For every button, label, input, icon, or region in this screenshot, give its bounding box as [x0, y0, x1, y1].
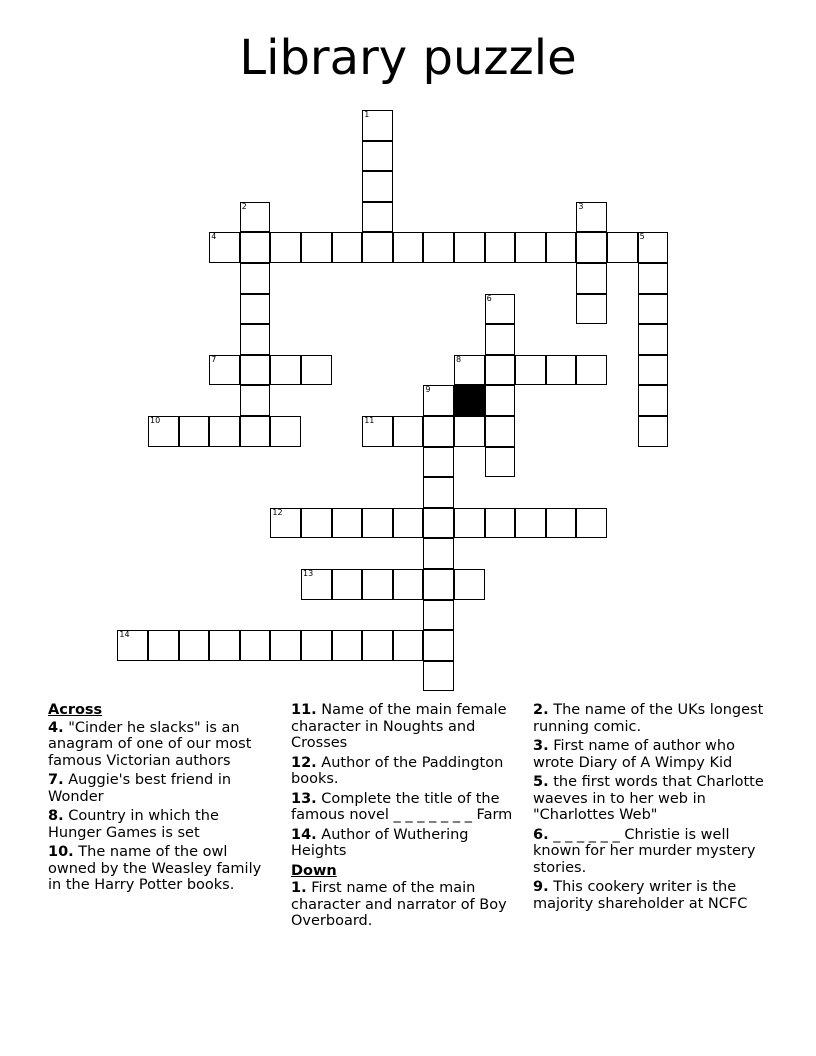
clue-number: 13 — [303, 569, 314, 578]
grid-cell[interactable] — [270, 355, 301, 386]
grid-block — [454, 385, 485, 416]
grid-cell[interactable] — [332, 508, 363, 539]
clue-number: 5 — [639, 232, 645, 242]
grid-cell[interactable] — [393, 630, 424, 661]
grid-cell[interactable] — [546, 232, 577, 263]
down-clue-6: 6. _ _ _ _ _ _ Christie is well known for her murder mystery stories. — [533, 826, 756, 876]
grid-cell[interactable] — [454, 355, 485, 386]
grid-cell[interactable] — [546, 508, 577, 539]
grid-cell[interactable] — [485, 416, 516, 447]
grid-cell[interactable] — [117, 630, 148, 661]
grid-cell[interactable] — [240, 324, 271, 355]
across-clue-7: 7. Auggie's best friend in Wonder — [48, 772, 232, 805]
grid-cell[interactable] — [454, 232, 485, 263]
down-heading: Down — [291, 862, 337, 879]
across-clue-8: 8. Country in which the Hunger Games is set — [48, 808, 219, 841]
grid-cell[interactable] — [576, 355, 607, 386]
grid-cell[interactable] — [301, 508, 332, 539]
grid-cell[interactable] — [209, 416, 240, 447]
grid-cell[interactable] — [240, 294, 271, 325]
grid-cell[interactable] — [423, 600, 454, 631]
grid-cell[interactable] — [423, 661, 454, 692]
grid-cell[interactable] — [240, 263, 271, 294]
grid-cell[interactable] — [454, 416, 485, 447]
grid-cell[interactable] — [485, 355, 516, 386]
grid-cell[interactable] — [423, 385, 454, 416]
grid-cell[interactable] — [485, 508, 516, 539]
across-clue-11: 11. Name of the main female character in Noughts and Crosses — [291, 702, 507, 751]
down-clue-1: 1. First name of the main character and narrator of Boy Overboard. — [291, 880, 507, 929]
grid-cell[interactable] — [362, 569, 393, 600]
grid-cell[interactable] — [423, 416, 454, 447]
grid-cell[interactable] — [423, 630, 454, 661]
grid-cell[interactable] — [148, 630, 179, 661]
clue-number: 9 — [425, 385, 431, 395]
grid-cell[interactable] — [179, 416, 210, 447]
clue-number: 8 — [456, 354, 462, 364]
grid-cell[interactable] — [362, 110, 393, 141]
grid-cell[interactable] — [301, 355, 332, 386]
grid-cell[interactable] — [240, 385, 271, 416]
down-clue-9: 9. This cookery writer is the majority shareholder at NCFC — [533, 879, 748, 912]
grid-cell[interactable] — [270, 630, 301, 661]
grid-cell[interactable] — [485, 385, 516, 416]
grid-cell[interactable] — [638, 232, 669, 263]
grid-cell[interactable] — [423, 477, 454, 508]
grid-cell[interactable] — [576, 232, 607, 263]
clue-number: 4 — [211, 232, 217, 242]
grid-cell[interactable] — [270, 508, 301, 539]
grid-cell[interactable] — [607, 232, 638, 263]
clues-column-3 — [533, 702, 765, 915]
grid-cell[interactable] — [240, 416, 271, 447]
grid-cell[interactable] — [638, 294, 669, 325]
across-clue-10: 10. The name of the owl owned by the Weasley family in the Harry Potter books. — [48, 844, 262, 893]
grid-cell[interactable] — [179, 630, 210, 661]
grid-cell[interactable] — [638, 416, 669, 447]
grid-cell[interactable] — [209, 630, 240, 661]
clue-number: 7 — [211, 354, 217, 364]
grid-cell[interactable] — [148, 416, 179, 447]
down-clue-3: 3. First name of author who wrote Diary of A Wimpy Kid — [533, 738, 735, 771]
grid-cell[interactable] — [638, 263, 669, 294]
clue-number: 14 — [119, 630, 130, 640]
clue-number: 12 — [272, 507, 283, 517]
grid-cell[interactable] — [332, 232, 363, 263]
clue-number: 3 — [578, 201, 584, 211]
clues-column-1 — [48, 702, 276, 897]
grid-cell[interactable] — [393, 508, 424, 539]
clue-number: 10 — [150, 416, 161, 425]
grid-cell[interactable] — [423, 538, 454, 569]
grid-cell[interactable] — [423, 569, 454, 600]
grid-cell[interactable] — [332, 630, 363, 661]
grid-cell[interactable] — [301, 630, 332, 661]
across-clue-14: 14. Author of Wuthering Heights — [291, 826, 469, 859]
grid-cell[interactable] — [240, 232, 271, 263]
page-title: Library puzzle — [239, 30, 577, 86]
across-heading: Across — [48, 702, 103, 718]
grid-cell[interactable] — [638, 355, 669, 386]
grid-cell[interactable] — [515, 508, 546, 539]
grid-cell[interactable] — [423, 508, 454, 539]
grid-cell[interactable] — [576, 294, 607, 325]
grid-cell[interactable] — [423, 232, 454, 263]
grid-cell[interactable] — [393, 569, 424, 600]
grid-cell[interactable] — [301, 232, 332, 263]
grid-cell[interactable] — [576, 263, 607, 294]
clue-number: 2 — [241, 201, 247, 211]
clue-number: 6 — [486, 293, 492, 303]
grid-cell[interactable] — [270, 416, 301, 447]
grid-cell[interactable] — [454, 569, 485, 600]
across-clue-12: 12. Author of the Paddington books. — [291, 754, 504, 787]
grid-cell[interactable] — [362, 202, 393, 233]
grid-cell[interactable] — [423, 447, 454, 478]
grid-cell[interactable] — [485, 294, 516, 325]
clue-number: 11 — [364, 416, 375, 425]
down-clue-5: 5. the first words that Charlotte waeves in to her web in "Charlottes Web" — [533, 774, 764, 823]
grid-cell[interactable] — [638, 324, 669, 355]
clues-column-2 — [291, 702, 523, 933]
grid-cell[interactable] — [485, 447, 516, 478]
grid-cell[interactable] — [240, 202, 271, 233]
grid-cell[interactable] — [393, 416, 424, 447]
grid-cell[interactable] — [576, 202, 607, 233]
grid-cell[interactable] — [362, 508, 393, 539]
grid-cell[interactable] — [454, 508, 485, 539]
grid-cell[interactable] — [362, 141, 393, 172]
grid-cell[interactable] — [362, 171, 393, 202]
grid-cell[interactable] — [301, 569, 332, 600]
across-clue-13: 13. Complete the title of the famous novel _ _ _ _ _ _ _ Farm — [291, 790, 513, 823]
grid-cell[interactable] — [362, 630, 393, 661]
grid-cell[interactable] — [240, 355, 271, 386]
grid-cell[interactable] — [485, 324, 516, 355]
grid-cell[interactable] — [576, 508, 607, 539]
grid-cell[interactable] — [209, 232, 240, 263]
grid-cell[interactable] — [515, 355, 546, 386]
grid-cell[interactable] — [362, 416, 393, 447]
grid-cell[interactable] — [638, 385, 669, 416]
grid-cell[interactable] — [546, 355, 577, 386]
clue-number: 1 — [364, 110, 370, 119]
grid-cell[interactable] — [393, 232, 424, 263]
grid-cell[interactable] — [515, 232, 546, 263]
grid-cell[interactable] — [240, 630, 271, 661]
down-clue-2: 2. The name of the UKs longest running comic. — [533, 702, 764, 735]
grid-cell[interactable] — [270, 232, 301, 263]
across-clue-4: 4. "Cinder he slacks" is an anagram of one of our most famous Victorian authors — [48, 719, 252, 769]
grid-cell[interactable] — [485, 232, 516, 263]
grid-cell[interactable] — [362, 232, 393, 263]
grid-cell[interactable] — [332, 569, 363, 600]
grid-cell[interactable] — [209, 355, 240, 386]
